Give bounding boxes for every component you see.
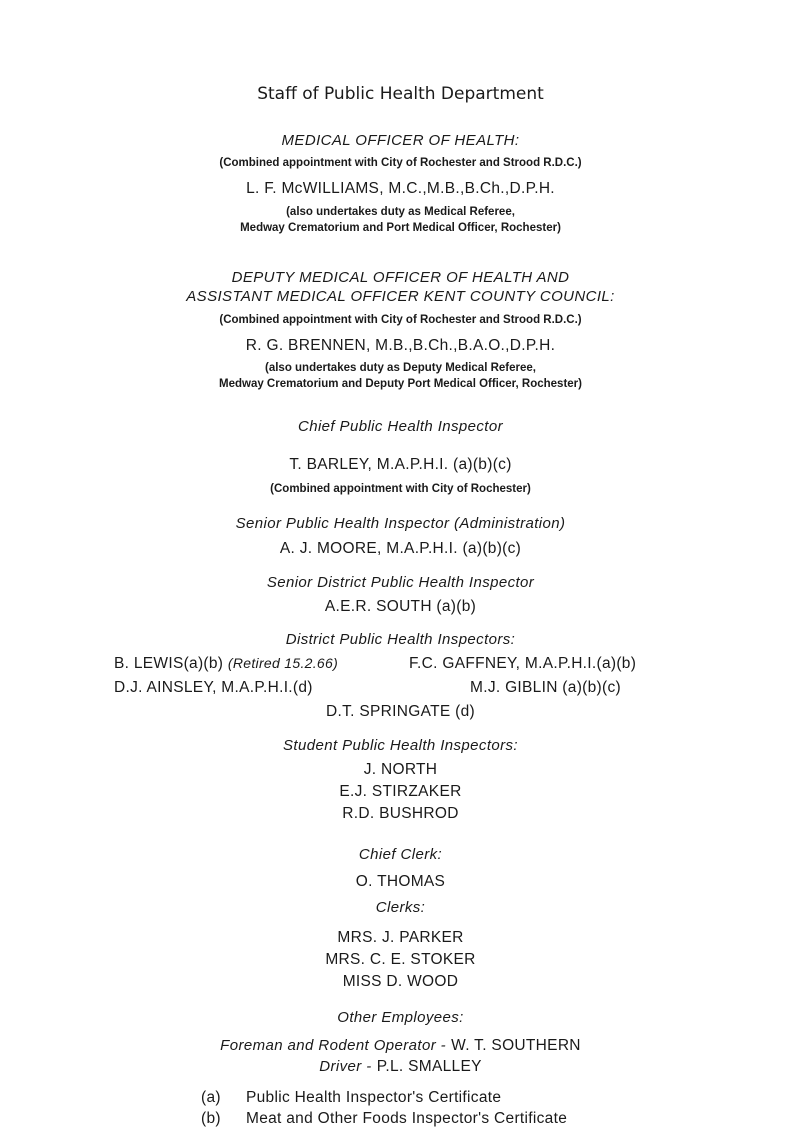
district-phi-row-1: [114, 655, 338, 673]
deputy-note: (Combined appointment with City of Rochester and Strood R.D.C.): [219, 314, 582, 326]
chief-phi-note: (Combined appointment with City of Rochester): [270, 483, 531, 495]
ainsley-name: D.J. AINSLEY, M.A.P.H.I.(d): [114, 679, 313, 696]
moh-name: L. F. McWILLIAMS, M.C.,M.B.,B.Ch.,D.P.H.: [246, 180, 555, 197]
senior-district-name: A.E.R. SOUTH (a)(b): [324, 598, 477, 615]
clerk-name: MRS. J. PARKER: [337, 929, 464, 946]
foreman-role: Foreman and Rodent Operator -: [220, 1037, 447, 1054]
foreman-name: W. T. SOUTHERN: [451, 1037, 581, 1054]
key-code: (b): [201, 1110, 221, 1127]
driver-role: Driver -: [319, 1058, 372, 1075]
senior-phi-name: A. J. MOORE, M.A.P.H.I. (a)(b)(c): [279, 540, 522, 557]
district-phi-heading: District Public Health Inspectors:: [285, 631, 516, 648]
deputy-duty-line-2: Medway Crematorium and Deputy Port Medical Officer, Rochester): [219, 378, 582, 390]
key-code: (a): [201, 1089, 221, 1106]
chief-clerk-name: O. THOMAS: [355, 873, 446, 890]
other-employees-heading: Other Employees:: [337, 1009, 464, 1026]
driver-line: [0, 1056, 801, 1076]
gaffney-name: F.C. GAFFNEY, M.A.P.H.I.(a)(b): [409, 655, 637, 672]
page-title: Staff of Public Health Department: [257, 84, 544, 104]
moh-duty-line-1: (also undertakes duty as Medical Referee,: [286, 206, 515, 218]
deputy-heading-line-2: ASSISTANT MEDICAL OFFICER KENT COUNTY COUNCIL:: [186, 288, 615, 305]
senior-district-heading: Senior District Public Health Inspector: [266, 574, 535, 591]
student-name: E.J. STIRZAKER: [339, 783, 462, 800]
deputy-duty-line-1: (also undertakes duty as Deputy Medical Referee,: [265, 362, 536, 374]
key-text: Public Health Inspector's Certificate: [246, 1089, 502, 1106]
deputy-heading-line-1: DEPUTY MEDICAL OFFICER OF HEALTH AND: [231, 269, 570, 286]
clerk-name: MRS. C. E. STOKER: [325, 951, 476, 968]
deputy-name: R. G. BRENNEN, M.B.,B.Ch.,B.A.O.,D.P.H.: [245, 337, 556, 354]
springate-name: D.T. SPRINGATE (d): [326, 703, 475, 720]
clerks-heading: Clerks:: [375, 899, 426, 916]
students-heading: Student Public Health Inspectors:: [283, 737, 518, 754]
moh-heading: MEDICAL OFFICER OF HEALTH:: [281, 132, 520, 149]
moh-duty-line-2: Medway Crematorium and Port Medical Officer, Rochester): [240, 222, 561, 234]
chief-phi-heading: Chief Public Health Inspector: [297, 418, 504, 435]
student-name: R.D. BUSHROD: [342, 805, 459, 822]
chief-phi-name: T. BARLEY, M.A.P.H.I. (a)(b)(c): [289, 456, 512, 473]
moh-note: (Combined appointment with City of Rochester and Strood R.D.C.): [219, 157, 582, 169]
lewis-retired-note: (Retired 15.2.66): [227, 655, 339, 671]
key-text: Meat and Other Foods Inspector's Certificate: [246, 1110, 568, 1127]
student-name: J. NORTH: [363, 761, 438, 778]
clerk-name: MISS D. WOOD: [342, 973, 459, 990]
giblin-name: M.J. GIBLIN (a)(b)(c): [470, 679, 621, 696]
foreman-line: [0, 1035, 801, 1055]
chief-clerk-heading: Chief Clerk:: [358, 846, 443, 863]
senior-phi-heading: Senior Public Health Inspector (Administration): [235, 515, 566, 532]
driver-name: P.L. SMALLEY: [376, 1058, 482, 1075]
lewis-name: B. LEWIS(a)(b): [114, 655, 224, 672]
